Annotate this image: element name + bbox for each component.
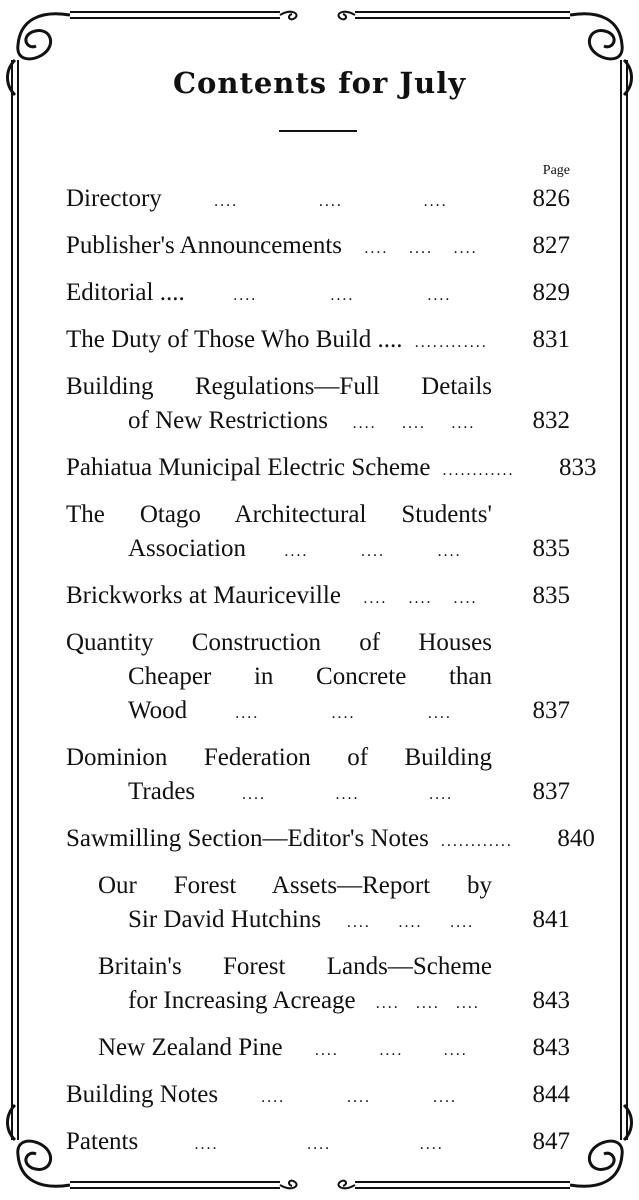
toc-entry — [66, 579, 570, 616]
toc-entry — [66, 276, 570, 313]
toc-page-number: 835 — [532, 582, 570, 609]
dot-leader: .... .... .... — [284, 543, 462, 560]
toc-entry — [66, 1125, 570, 1162]
toc-page-number: 840 — [557, 825, 595, 852]
center-scroll-bottom — [280, 1181, 355, 1189]
dot-leader: .... .... .... — [241, 786, 454, 803]
dot-leader: .... .... .... — [440, 833, 513, 850]
dot-leader: .... .... .... — [233, 287, 452, 304]
toc-entry-title: Editorial .... — [66, 279, 185, 306]
page-title: Contents for July — [172, 66, 467, 100]
toc-entry-title: The Otago Architectural Students' — [66, 501, 492, 528]
toc-page-number: 837 — [532, 778, 570, 805]
toc-entry-title: New Zealand Pine — [98, 1034, 283, 1061]
dot-leader: .... .... .... — [214, 193, 448, 210]
page-column-label: Page — [542, 163, 570, 178]
dot-leader: .... .... .... — [375, 995, 480, 1012]
toc-entry — [66, 950, 570, 1021]
toc-entry-title: Brickworks at Mauriceville — [66, 582, 341, 609]
toc-page-number: 829 — [532, 279, 570, 306]
dot-leader: .... .... .... — [314, 1042, 468, 1059]
toc-page-number: 841 — [532, 906, 570, 933]
corner-scroll-bottom-left — [8, 1105, 71, 1186]
toc-entry-title: Pahiatua Municipal Electric Scheme — [66, 454, 431, 481]
toc-page-number: 827 — [532, 232, 570, 259]
toc-page-number: 835 — [532, 535, 570, 562]
dot-leader: .... .... .... — [261, 1089, 458, 1106]
toc-entry — [66, 869, 570, 940]
toc-entry-title: Building Notes — [66, 1081, 219, 1108]
toc-page-number: 833 — [558, 454, 597, 481]
toc-entry-title: Directory — [66, 185, 162, 212]
dot-leader: .... .... .... — [352, 415, 476, 432]
toc-entry-title: Association — [128, 535, 247, 562]
title-rule — [279, 130, 357, 132]
toc-entry — [66, 229, 570, 266]
toc-entry-title: Wood — [128, 697, 188, 724]
toc-entry — [66, 626, 570, 731]
toc-page-number: 832 — [532, 407, 570, 434]
toc-entry-title: Britain's Forest Lands—Scheme — [98, 953, 492, 980]
contents-list — [66, 182, 597, 1162]
dot-leader: .... .... .... — [364, 240, 478, 257]
toc-entry-title: Trades — [128, 778, 196, 805]
toc-entry — [66, 1078, 570, 1115]
toc-entry — [66, 370, 570, 441]
dot-leader: .... .... .... — [442, 462, 515, 479]
toc-entry-title: Quantity Construction of Houses — [66, 629, 492, 656]
toc-entry-title: Publisher's Announcements — [66, 232, 343, 259]
toc-entry-title: of New Restrictions — [128, 407, 328, 434]
toc-page-number: 843 — [532, 987, 570, 1014]
toc-entry — [66, 182, 570, 219]
toc-page-number: 844 — [532, 1081, 570, 1108]
toc-entry — [66, 323, 570, 360]
corner-scroll-bottom-right — [570, 1105, 632, 1186]
toc-entry-title: Sawmilling Section—Editor's Notes — [66, 825, 429, 852]
dot-leader: .... .... .... — [414, 334, 488, 351]
toc-entry — [66, 498, 570, 569]
toc-entry — [66, 451, 597, 488]
toc-entry — [66, 1031, 570, 1068]
dot-leader: .... .... .... — [235, 705, 452, 722]
toc-entry-title: Sir David Hutchins — [128, 906, 322, 933]
toc-page-number: 837 — [532, 697, 570, 724]
toc-page-number: 826 — [532, 185, 570, 212]
toc-page-number: 843 — [532, 1034, 570, 1061]
toc-entry — [66, 741, 570, 812]
toc-entry-title: Cheaper in Concrete than — [128, 663, 492, 690]
toc-entry-title: Patents — [66, 1128, 139, 1155]
dot-leader: .... .... .... — [194, 1136, 444, 1153]
toc-entry-title: Building Regulations—Full Details — [66, 373, 492, 400]
dot-leader: .... .... .... — [346, 914, 475, 931]
toc-entry-title: Our Forest Assets—Report by — [98, 872, 492, 899]
dot-leader: .... .... .... — [363, 590, 478, 607]
toc-page-number: 831 — [532, 326, 570, 353]
toc-entry-title: for Increasing Acreage — [128, 987, 356, 1014]
toc-entry-title: The Duty of Those Who Build .... — [66, 326, 403, 353]
toc-page-number: 847 — [532, 1128, 570, 1155]
toc-entry — [66, 822, 595, 859]
center-scroll-top — [280, 12, 355, 20]
toc-entry-title: Dominion Federation of Building — [66, 744, 492, 771]
